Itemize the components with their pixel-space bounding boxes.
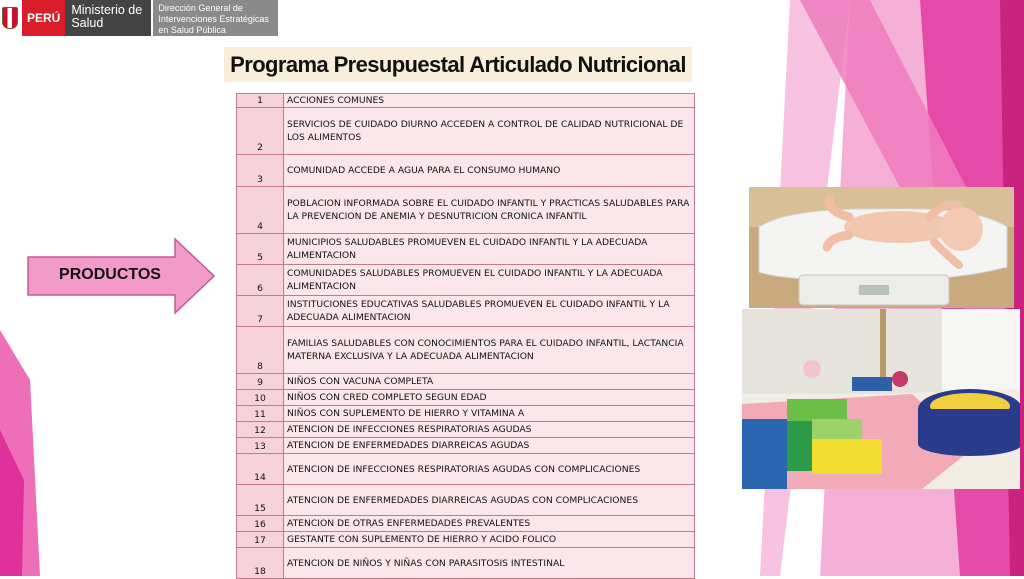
- row-number: 11: [237, 406, 284, 422]
- row-number: 13: [237, 438, 284, 454]
- table-row: [237, 108, 695, 155]
- row-text: ATENCION DE ENFERMEDADES DIARREICAS AGUDAS CON COMPLICACIONES: [284, 485, 695, 516]
- row-number: 18: [237, 548, 284, 579]
- row-text: ATENCION DE OTRAS ENFERMEDADES PREVALENTES: [284, 516, 695, 532]
- logo-direction: Dirección General de Intervenciones Estratégicas en Salud Pública: [153, 0, 278, 36]
- row-text: NIÑOS CON VACUNA COMPLETA: [284, 374, 695, 390]
- row-number: 3: [237, 155, 284, 187]
- table-row: [237, 516, 695, 532]
- row-number: 17: [237, 532, 284, 548]
- ministry-logo: [0, 0, 278, 36]
- row-number: 16: [237, 516, 284, 532]
- row-text: SERVICIOS DE CUIDADO DIURNO ACCEDEN A CONTROL DE CALIDAD NUTRICIONAL DE LOS ALIMENTOS: [284, 108, 695, 155]
- arrow-label: PRODUCTOS: [59, 266, 161, 283]
- table-row: [237, 406, 695, 422]
- logo-country: PERÚ: [22, 0, 65, 36]
- row-text: GESTANTE CON SUPLEMENTO DE HIERRO Y ACIDO FOLICO: [284, 532, 695, 548]
- row-number: 2: [237, 108, 284, 155]
- row-number: 14: [237, 454, 284, 485]
- table-row: [237, 485, 695, 516]
- row-text: ATENCION DE NIÑOS Y NIÑAS CON PARASITOSIS INTESTINAL: [284, 548, 695, 579]
- row-number: 9: [237, 374, 284, 390]
- row-number: 4: [237, 187, 284, 234]
- table-row: [237, 374, 695, 390]
- row-number: 1: [237, 94, 284, 108]
- row-text: ATENCION DE ENFERMEDADES DIARREICAS AGUDAS: [284, 438, 695, 454]
- row-text: NIÑOS CON SUPLEMENTO DE HIERRO Y VITAMINA A: [284, 406, 695, 422]
- playroom-photo: [742, 309, 1020, 489]
- table-row: [237, 296, 695, 327]
- row-text: COMUNIDAD ACCEDE A AGUA PARA EL CONSUMO HUMANO: [284, 155, 695, 187]
- row-number: 8: [237, 327, 284, 374]
- baby-scale-photo: [749, 187, 1014, 308]
- row-number: 10: [237, 390, 284, 406]
- row-number: 5: [237, 234, 284, 265]
- table-row: [237, 155, 695, 187]
- table-row: [237, 265, 695, 296]
- row-number: 15: [237, 485, 284, 516]
- row-text: FAMILIAS SALUDABLES CON CONOCIMIENTOS PARA EL CUIDADO INFANTIL, LACTANCIA MATERNA EXCLUSIVA Y LA ADECUADA ALIMENTACION: [284, 327, 695, 374]
- row-text: NIÑOS CON CRED COMPLETO SEGUN EDAD: [284, 390, 695, 406]
- table-row: [237, 438, 695, 454]
- row-number: 7: [237, 296, 284, 327]
- table-row: [237, 422, 695, 438]
- table-row: [237, 548, 695, 579]
- row-text: POBLACION INFORMADA SOBRE EL CUIDADO INFANTIL Y PRACTICAS SALUDABLES PARA LA PREVENCION DE ANEMIA Y DESNUTRICION CRONICA INFANTIL: [284, 187, 695, 234]
- row-text: MUNICIPIOS SALUDABLES PROMUEVEN EL CUIDADO INFANTIL Y LA ADECUADA ALIMENTACION: [284, 234, 695, 265]
- table-row: [237, 327, 695, 374]
- table-row: [237, 454, 695, 485]
- table-row: [237, 390, 695, 406]
- row-text: ACCIONES COMUNES: [284, 94, 695, 108]
- peru-shield-icon: [0, 0, 20, 36]
- table-row: [237, 532, 695, 548]
- row-text: INSTITUCIONES EDUCATIVAS SALUDABLES PROMUEVEN EL CUIDADO INFANTIL Y LA ADECUADA ALIMENTACION: [284, 296, 695, 327]
- table-row: [237, 94, 695, 108]
- logo-ministry: Ministerio de Salud: [65, 0, 151, 36]
- row-text: ATENCION DE INFECCIONES RESPIRATORIAS AGUDAS: [284, 422, 695, 438]
- row-number: 6: [237, 265, 284, 296]
- row-number: 12: [237, 422, 284, 438]
- row-text: COMUNIDADES SALUDABLES PROMUEVEN EL CUIDADO INFANTIL Y LA ADECUADA ALIMENTACION: [284, 265, 695, 296]
- row-text: ATENCION DE INFECCIONES RESPIRATORIAS AGUDAS CON COMPLICACIONES: [284, 454, 695, 485]
- table-row: [237, 234, 695, 265]
- table-row: [237, 187, 695, 234]
- page-title: Programa Presupuestal Articulado Nutricional: [224, 47, 692, 82]
- products-table: [236, 93, 695, 579]
